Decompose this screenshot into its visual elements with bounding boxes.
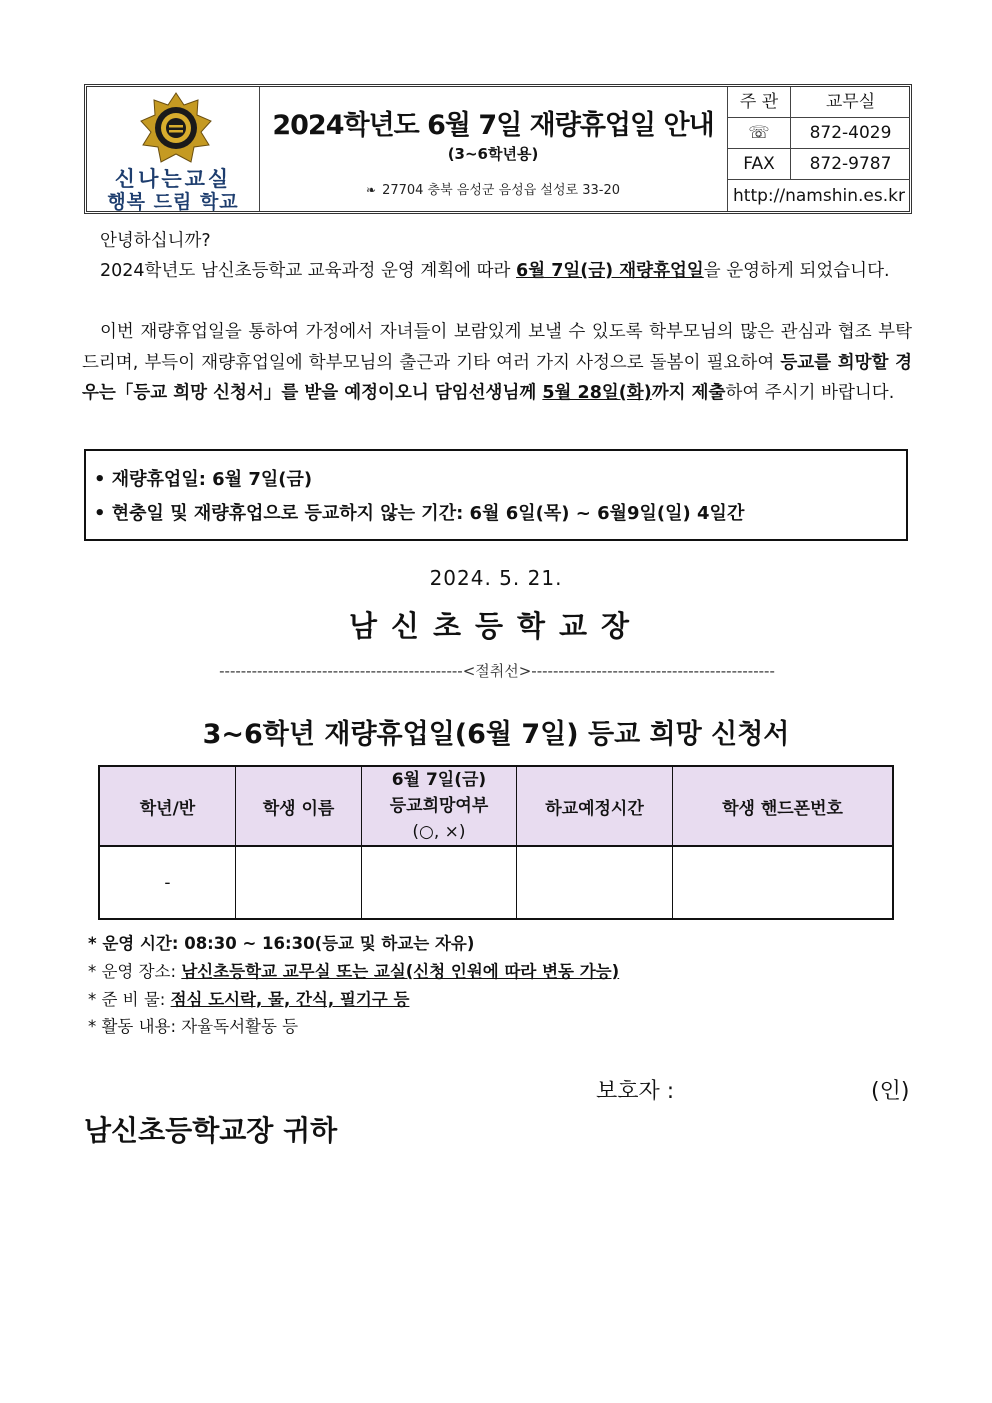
cell-phone[interactable]: [673, 847, 892, 918]
title-panel: [259, 87, 727, 211]
phone-value: 872-4029: [809, 123, 892, 143]
contact-info-table: [727, 87, 910, 211]
school-emblem-icon: [139, 91, 213, 165]
letterhead: [84, 84, 912, 214]
hope-line2: 등교희망여부: [389, 796, 489, 816]
note-location-label: * 운영 장소:: [88, 962, 182, 981]
info-row-phone: [728, 118, 910, 149]
p2-submit: 까지 제출: [651, 383, 726, 403]
address-marker-icon: ❧: [366, 183, 377, 197]
slogan-line1: 신나는교실: [114, 167, 232, 191]
header-attend-hope: [362, 767, 517, 847]
note-activity: * 활동 내용: 자율독서활동 등: [88, 1017, 299, 1036]
paragraph-2: [82, 317, 912, 409]
summary-holiday: • 재량휴업일: 6월 7일(금): [94, 469, 313, 490]
info-row-url: [728, 180, 910, 211]
note-location-value: 남신초등학교 교무실 또는 교실(신청 인원에 따라 변동 가능): [181, 962, 620, 981]
note-supplies: [88, 989, 409, 1011]
hope-line1: 6월 7일(금): [391, 770, 487, 790]
issue-date: 2024. 5. 21.: [429, 566, 563, 590]
summary-period: • 현충일 및 재량휴업으로 등교하지 않는 기간: 6월 6일(목) ~ 6월9일(일) 4일간: [94, 503, 745, 524]
p2-text-a: 이번 재량휴업일을 통하여 가정에서 자녀들이 보람있게 보낼 수 있도록 학부모님의 많은 관심과 협조 부탁드리며, 부득이 재량휴업일에 학부모님의 출근과 기타 여러 가지 사정으로 돌봄이 필요하여: [82, 322, 912, 373]
header-leave-time: 하교예정시간: [517, 767, 673, 847]
header-phone: 학생 핸드폰번호: [673, 767, 892, 847]
info-row-fax: [728, 149, 910, 180]
fax-label: FAX: [728, 149, 791, 179]
page-title: 2024학년도 6월 7일 재량휴업일 안내: [272, 110, 714, 141]
principal-name: 남신초등학교장: [348, 609, 644, 643]
p2-bold: 등교를 희망할 경우는「등교 희망 신청서」를 받을 예정이오니 담임선생님께: [82, 352, 912, 403]
cell-grade-class[interactable]: -: [100, 847, 236, 918]
note-supplies-value: 점심 도시락, 물, 간식, 필기구 등: [170, 990, 410, 1009]
info-row-dept: [728, 87, 910, 118]
page-subtitle: (3~6학년용): [447, 145, 539, 163]
phone-icon: ☏: [728, 118, 791, 148]
note-supplies-label: * 준 비 물:: [88, 990, 171, 1009]
header-student-name: 학생 이름: [236, 767, 362, 847]
p1-text-c: 을 운영하게 되었습니다.: [703, 261, 890, 281]
slogan-line2: 행복 드림 학교: [107, 191, 239, 213]
address-text: 27704 충북 음성군 음성읍 설성로 33-20: [382, 183, 620, 198]
school-logo-panel: [87, 87, 260, 211]
school-url[interactable]: http://namshin.es.kr: [733, 186, 905, 206]
note-location: [88, 961, 619, 983]
paragraph-1: [82, 256, 912, 287]
seal-label: (인): [871, 1079, 910, 1104]
cell-student-name[interactable]: [236, 847, 362, 918]
cell-leave-time[interactable]: [517, 847, 673, 918]
guardian-label: 보호자 :: [596, 1079, 675, 1104]
hope-line3: (○, ×): [412, 822, 466, 842]
cell-attend-hope[interactable]: [362, 847, 517, 918]
application-table: [98, 765, 894, 920]
addressee: 남신초등학교장 귀하: [84, 1114, 338, 1147]
summary-box: [84, 449, 908, 541]
header-grade-class: 학년/반: [100, 767, 236, 847]
form-title: 3~6학년 재량휴업일(6월 7일) 등교 희망 신청서: [202, 719, 790, 750]
dept-label: 주 관: [728, 87, 791, 117]
cut-line: ---------------------------------------------<절취선>---------------------------------------------: [219, 662, 775, 680]
school-address: [259, 179, 727, 198]
p1-highlight: 6월 7일(금) 재량휴업일: [516, 261, 704, 281]
note-hours: * 운영 시간: 08:30 ~ 16:30(등교 및 하교는 자유): [88, 934, 475, 953]
greeting: 안녕하십니까?: [100, 231, 211, 251]
p1-text-a: 2024학년도 남신초등학교 교육과정 운영 계획에 따라: [100, 261, 517, 281]
fax-value: 872-9787: [809, 154, 892, 174]
p2-deadline: 5월 28일(화): [542, 383, 652, 403]
p2-text-e: 하여 주시기 바랍니다.: [725, 383, 895, 403]
dept-value: 교무실: [825, 92, 876, 112]
